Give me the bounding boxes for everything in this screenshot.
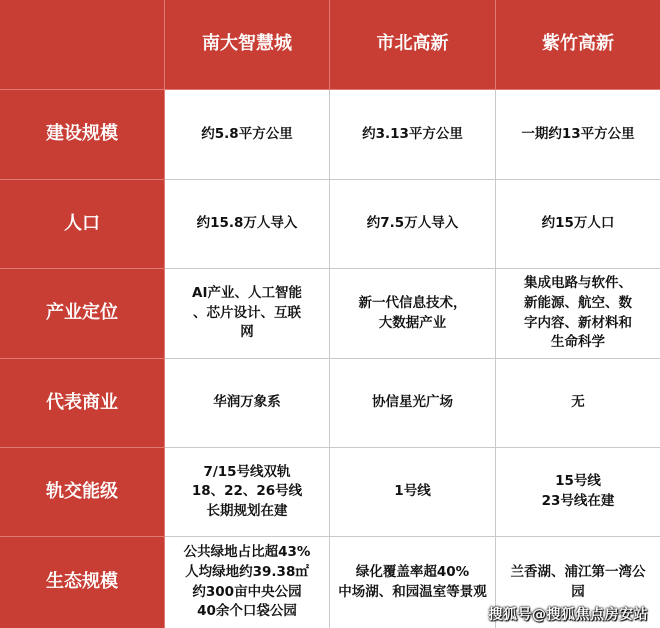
cell-line: 18、22、26号线 (191, 483, 303, 500)
row-header-commerce: 代表商业 (0, 359, 165, 448)
cell-line: 长期规划在建 (206, 502, 288, 519)
row-header-population: 人口 (0, 180, 165, 269)
table-corner (0, 0, 165, 90)
cell-line: 约15万人口 (541, 215, 615, 232)
table-cell (330, 537, 496, 628)
table-cell (496, 269, 660, 359)
table-cell (165, 448, 330, 537)
table-cell (165, 359, 330, 448)
cell-line: AI产业、人工智能 (192, 285, 302, 302)
cell-line: 、芯片设计、互联 (192, 304, 301, 321)
column-header-nanda: 南大智慧城 (165, 0, 330, 90)
cell-line: 公共绿地占比超43% (183, 544, 311, 561)
cell-line: 1号线 (394, 483, 431, 500)
cell-line: 23号线在建 (541, 493, 615, 509)
table-cell (165, 180, 330, 269)
row-header-scale: 建设规模 (0, 90, 165, 180)
table-cell (330, 448, 496, 537)
cell-line: 字内容、新材料和 (524, 314, 632, 331)
cell-line: 集成电路与软件、 (524, 275, 632, 292)
table-cell (330, 269, 496, 359)
table-cell (165, 90, 330, 180)
cell-line: 约7.5万人导入 (366, 215, 459, 232)
cell-line: 兰香湖、浦江第一湾公园 (510, 563, 646, 600)
table-cell (496, 90, 660, 180)
table-cell (165, 269, 330, 359)
cell-line: 华润万象系 (213, 394, 281, 411)
cell-line: 绿化覆盖率超40% (355, 563, 470, 580)
cell-line: 无 (571, 394, 585, 411)
column-header-zizhu: 紫竹高新 (496, 0, 660, 90)
cell-line: 新能源、航空、数 (524, 294, 632, 311)
row-header-ecology: 生态规模 (0, 537, 165, 628)
cell-line: 生命科学 (551, 334, 605, 351)
cell-line: 7/15号线双轨 (203, 463, 291, 480)
cell-line: 约3.13平方公里 (362, 125, 463, 142)
row-header-industry: 产业定位 (0, 269, 165, 359)
table-cell (496, 359, 660, 448)
cell-line: 约300亩中央公园 (192, 583, 302, 600)
table-cell (165, 537, 330, 628)
cell-line: 大数据产业 (378, 314, 447, 331)
table-cell (330, 90, 496, 180)
cell-line: 15号线 (555, 473, 601, 490)
watermark: 搜狐号@搜狐焦点房安站 (488, 607, 648, 623)
cell-line: 中场湖、和园温室等景观 (338, 583, 487, 600)
cell-line: 约5.8平方公里 (201, 125, 293, 142)
cell-line: 新一代信息技术， (358, 294, 467, 311)
cell-line: 40余个口袋公园 (197, 603, 297, 620)
table-cell (496, 448, 660, 537)
cell-line: 网 (240, 324, 254, 341)
cell-line: 协信星光广场 (372, 394, 453, 411)
column-header-shibei: 市北高新 (330, 0, 496, 90)
row-header-transit: 轨交能级 (0, 448, 165, 537)
table-cell (330, 359, 496, 448)
table-cell (330, 180, 496, 269)
cell-line: 人均绿地约39.38㎡ (185, 563, 309, 580)
table-cell (496, 180, 660, 269)
cell-line: 约15.8万人导入 (196, 215, 298, 232)
cell-line: 一期约13平方公里 (521, 125, 635, 142)
